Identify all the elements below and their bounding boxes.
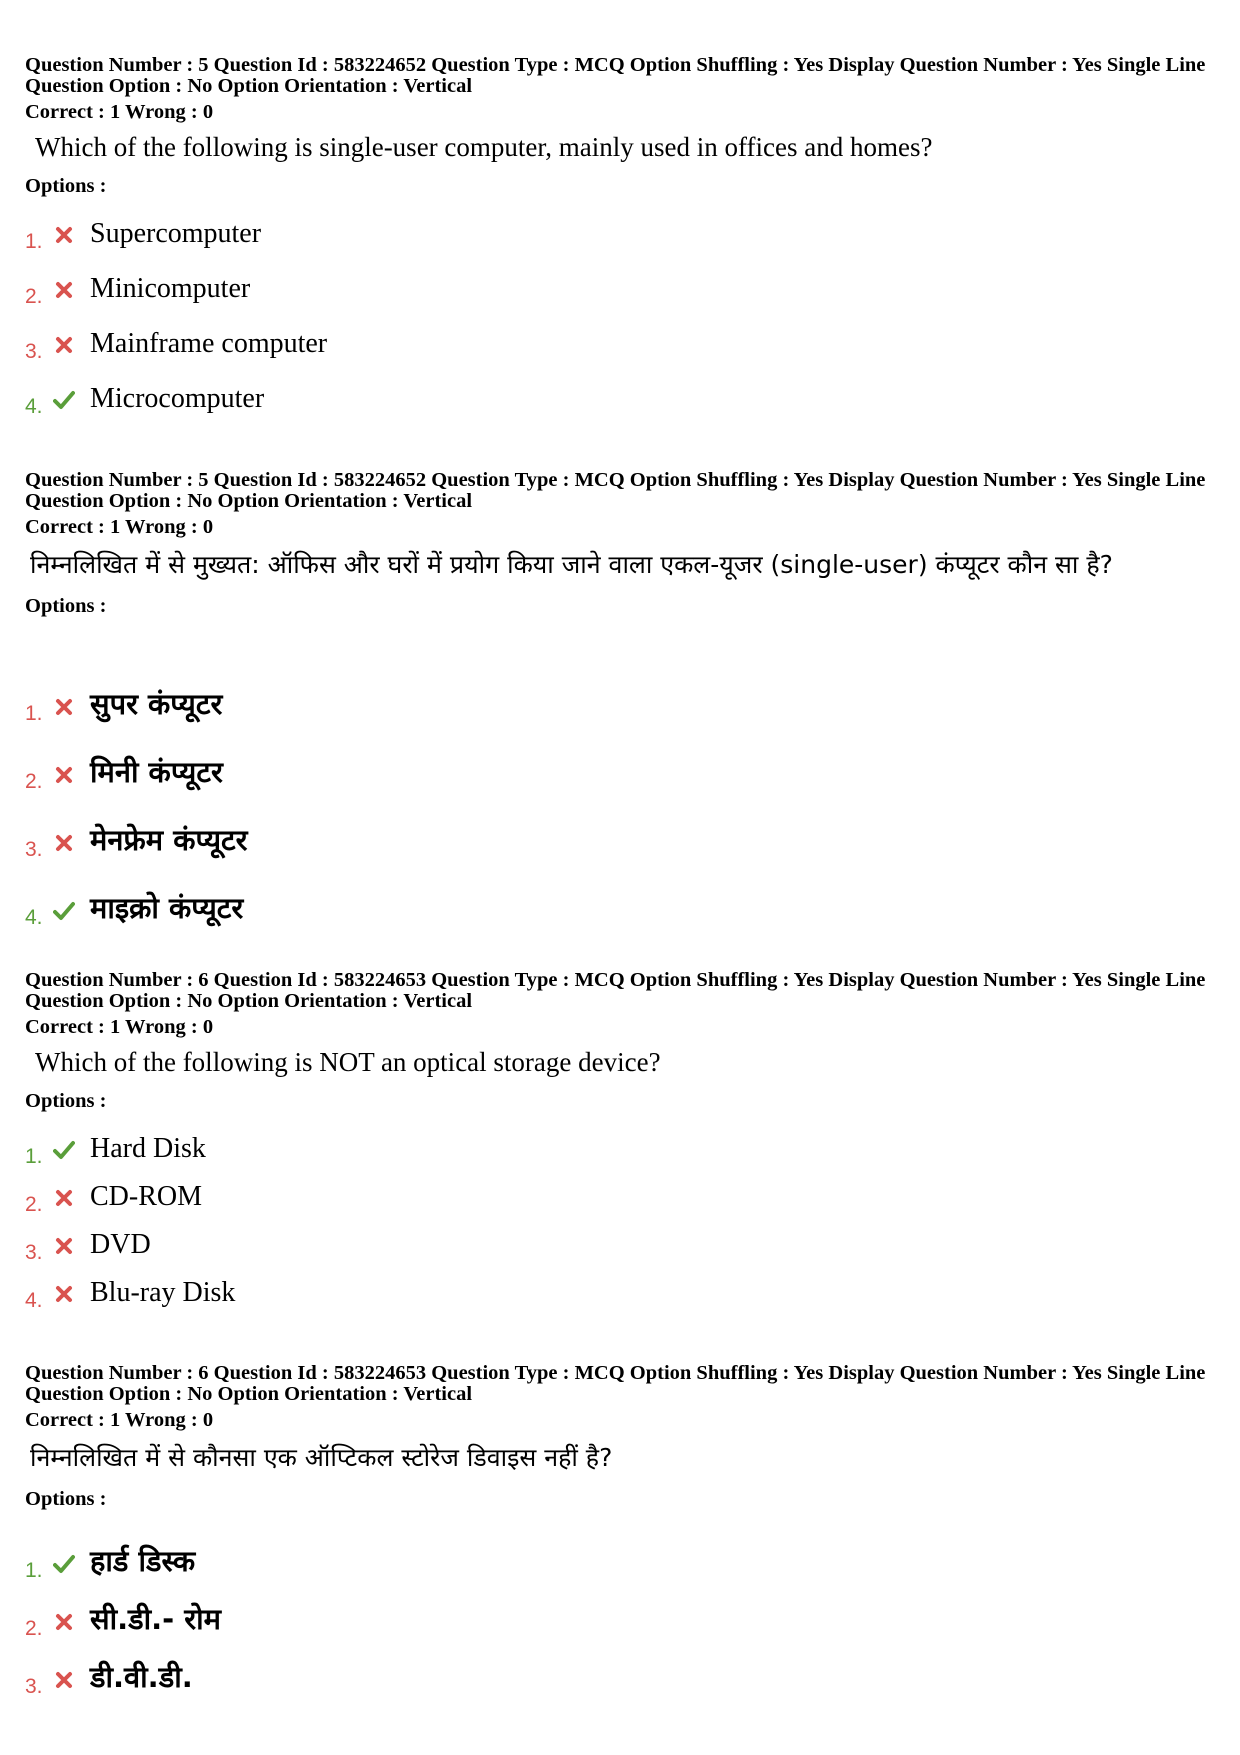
option-text: मेनफ्रेम कंप्यूटर xyxy=(90,823,248,857)
question-marks: Correct : 1 Wrong : 0 xyxy=(25,1016,214,1038)
cross-icon xyxy=(53,279,75,301)
option-text: Minicomputer xyxy=(90,273,251,304)
option-text: Supercomputer xyxy=(90,218,262,249)
check-icon xyxy=(53,1139,75,1161)
option-number: 3. xyxy=(25,1675,43,1698)
option-text: DVD xyxy=(90,1229,151,1260)
option-text: Microcomputer xyxy=(90,383,265,414)
cross-icon xyxy=(53,334,75,356)
question-block xyxy=(25,1363,1220,1510)
cross-icon xyxy=(53,1235,75,1257)
cross-icon xyxy=(53,224,75,246)
option-number: 2. xyxy=(25,1193,43,1216)
option-number: 1. xyxy=(25,1145,43,1168)
question-block xyxy=(25,55,1220,197)
option-number: 4. xyxy=(25,395,43,418)
cross-icon xyxy=(53,764,75,786)
option-number: 3. xyxy=(25,340,43,363)
question-block xyxy=(25,470,1220,617)
option-text: हार्ड डिस्क xyxy=(90,1544,196,1578)
cross-icon xyxy=(53,1669,75,1691)
option-number: 2. xyxy=(25,770,43,793)
question-block xyxy=(25,970,1220,1112)
question-text: निम्नलिखित में से मुख्यत: ऑफिस और घरों में प्रयोग किया जाने वाला एकल-यूजर (single-user) कंप्यूटर कौन सा है? xyxy=(30,550,1113,579)
options-label: Options : xyxy=(25,595,107,617)
check-icon xyxy=(53,389,75,411)
option-text: Blu-ray Disk xyxy=(90,1277,236,1308)
cross-icon xyxy=(53,1187,75,1209)
option-number: 3. xyxy=(25,838,43,861)
options-label: Options : xyxy=(25,175,107,197)
option-text: डी.वी.डी. xyxy=(90,1660,193,1694)
option-number: 4. xyxy=(25,906,43,929)
question-meta: Question Number : 5 Question Id : 583224652 Question Type : MCQ Option Shuffling : Yes Display Question Number : Yes Single Line Question Option : No Option Orientation : Vertical xyxy=(25,469,1206,512)
check-icon xyxy=(53,1553,75,1575)
question-text: निम्नलिखित में से कौनसा एक ऑप्टिकल स्टोरेज डिवाइस नहीं है? xyxy=(30,1443,613,1472)
option-text: मिनी कंप्यूटर xyxy=(90,755,223,789)
question-marks: Correct : 1 Wrong : 0 xyxy=(25,1409,214,1431)
cross-icon xyxy=(53,832,75,854)
option-number: 2. xyxy=(25,285,43,308)
option-text: सुपर कंप्यूटर xyxy=(90,687,223,721)
option-text: CD-ROM xyxy=(90,1181,203,1212)
option-text: सी.डी.- रोम xyxy=(90,1602,222,1636)
cross-icon xyxy=(53,696,75,718)
option-text: माइक्रो कंप्यूटर xyxy=(90,891,244,925)
option-number: 2. xyxy=(25,1617,43,1640)
question-text: Which of the following is NOT an optical storage device? xyxy=(35,1047,661,1077)
cross-icon xyxy=(53,1611,75,1633)
question-marks: Correct : 1 Wrong : 0 xyxy=(25,101,214,123)
question-marks: Correct : 1 Wrong : 0 xyxy=(25,516,214,538)
option-number: 1. xyxy=(25,702,43,725)
options-label: Options : xyxy=(25,1488,107,1510)
question-meta: Question Number : 5 Question Id : 583224652 Question Type : MCQ Option Shuffling : Yes Display Question Number : Yes Single Line Question Option : No Option Orientation : Vertical xyxy=(25,54,1206,97)
option-number: 4. xyxy=(25,1289,43,1312)
option-text: Hard Disk xyxy=(90,1133,206,1164)
option-text: Mainframe computer xyxy=(90,328,328,359)
cross-icon xyxy=(53,1283,75,1305)
question-meta: Question Number : 6 Question Id : 583224653 Question Type : MCQ Option Shuffling : Yes Display Question Number : Yes Single Line Question Option : No Option Orientation : Vertical xyxy=(25,969,1206,1012)
option-number: 1. xyxy=(25,230,43,253)
check-icon xyxy=(53,900,75,922)
question-meta: Question Number : 6 Question Id : 583224653 Question Type : MCQ Option Shuffling : Yes Display Question Number : Yes Single Line Question Option : No Option Orientation : Vertical xyxy=(25,1362,1206,1405)
options-label: Options : xyxy=(25,1090,107,1112)
option-number: 1. xyxy=(25,1559,43,1582)
question-text: Which of the following is single-user computer, mainly used in offices and homes? xyxy=(35,132,933,162)
option-number: 3. xyxy=(25,1241,43,1264)
